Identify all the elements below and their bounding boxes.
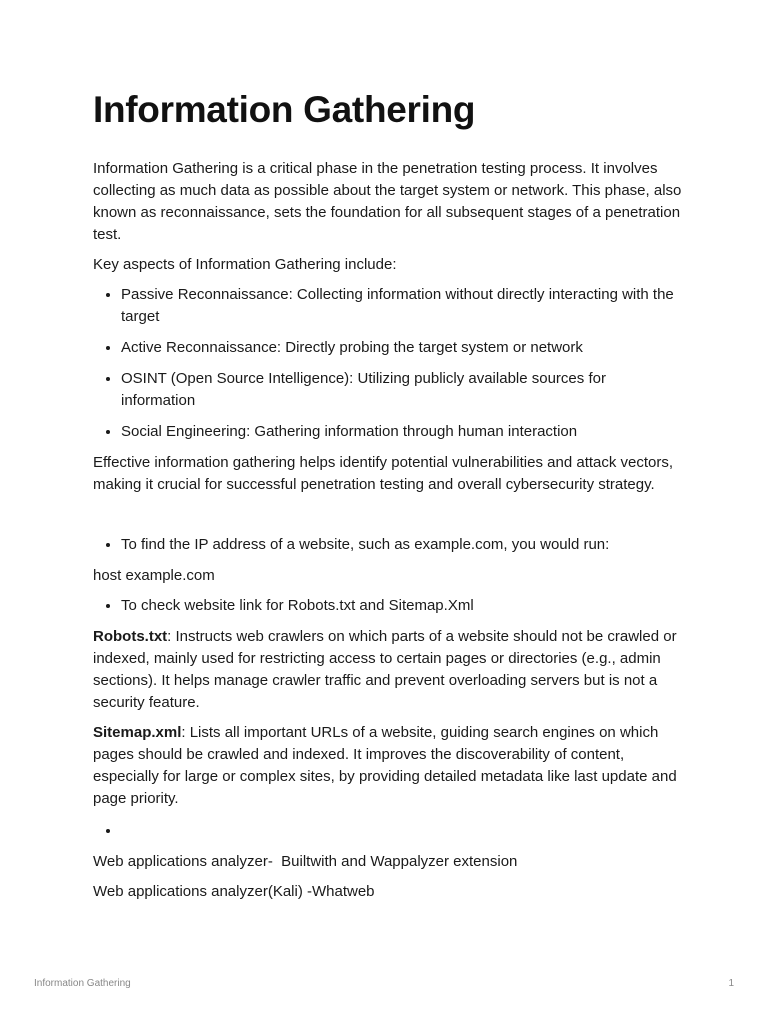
key-aspects-list bbox=[93, 284, 683, 443]
footer-title: Information Gathering bbox=[34, 978, 131, 989]
list-item: • Social Engineering: Gathering information through human interaction bbox=[121, 421, 683, 443]
robots-description: : Instructs web crawlers on which parts of a website should not be crawled or indexed, mainly used for restricting access to certain pages or directories (e.g., admin sections). It helps manage crawler traffic and prevent overloading servers but is not a security feature. bbox=[93, 628, 677, 711]
key-aspects-heading: Key aspects of Information Gathering include: bbox=[93, 256, 397, 273]
list-item-ip: • To find the IP address of a website, such as example.com, you would run: bbox=[121, 534, 683, 556]
list-item-empty bbox=[121, 820, 683, 842]
page-title: Information Gathering bbox=[93, 89, 476, 130]
list-item: • Passive Reconnaissance: Collecting information without directly interacting with the target bbox=[121, 284, 683, 328]
robots-term: Robots.txt bbox=[93, 628, 168, 645]
spacer bbox=[93, 504, 683, 534]
list-item: • OSINT (Open Source Intelligence): Utilizing publicly available sources for information bbox=[121, 368, 683, 412]
list-item-robots: • To check website link for Robots.txt and Sitemap.Xml bbox=[121, 595, 683, 617]
intro-paragraph: Information Gathering is a critical phase in the penetration testing process. It involves collecting as much data as possible about the target system or network. This phase, also known as reconnaissance, sets the foundation for all subsequent stages of a penetration test. bbox=[93, 160, 682, 243]
analyzer-line-1: Web applications analyzer- Builtwith and Wappalyzer extension bbox=[93, 853, 518, 870]
robots-paragraph bbox=[93, 626, 683, 714]
sitemap-paragraph bbox=[93, 722, 683, 810]
analyzer-line-2: Web applications analyzer(Kali) -Whatweb bbox=[93, 883, 375, 900]
empty-list bbox=[93, 820, 683, 842]
page-number: 1 bbox=[728, 978, 734, 989]
sitemap-term: Sitemap.xml bbox=[93, 724, 182, 741]
host-command: host example.com bbox=[93, 567, 215, 584]
sitemap-description: : Lists all important URLs of a website, guiding search engines on which pages should be crawled and indexed. It improves the discoverability of content, especially for large or complex sites, by providing detailed metadata like last update and page priority. bbox=[93, 724, 677, 807]
effective-paragraph: Effective information gathering helps identify potential vulnerabilities and attack vectors, making it crucial for successful penetration testing and overall cybersecurity strategy. bbox=[93, 454, 674, 493]
list-item: • Active Reconnaissance: Directly probing the target system or network bbox=[121, 337, 683, 359]
document-body bbox=[93, 88, 683, 911]
ip-list bbox=[93, 534, 683, 556]
robots-list bbox=[93, 595, 683, 617]
